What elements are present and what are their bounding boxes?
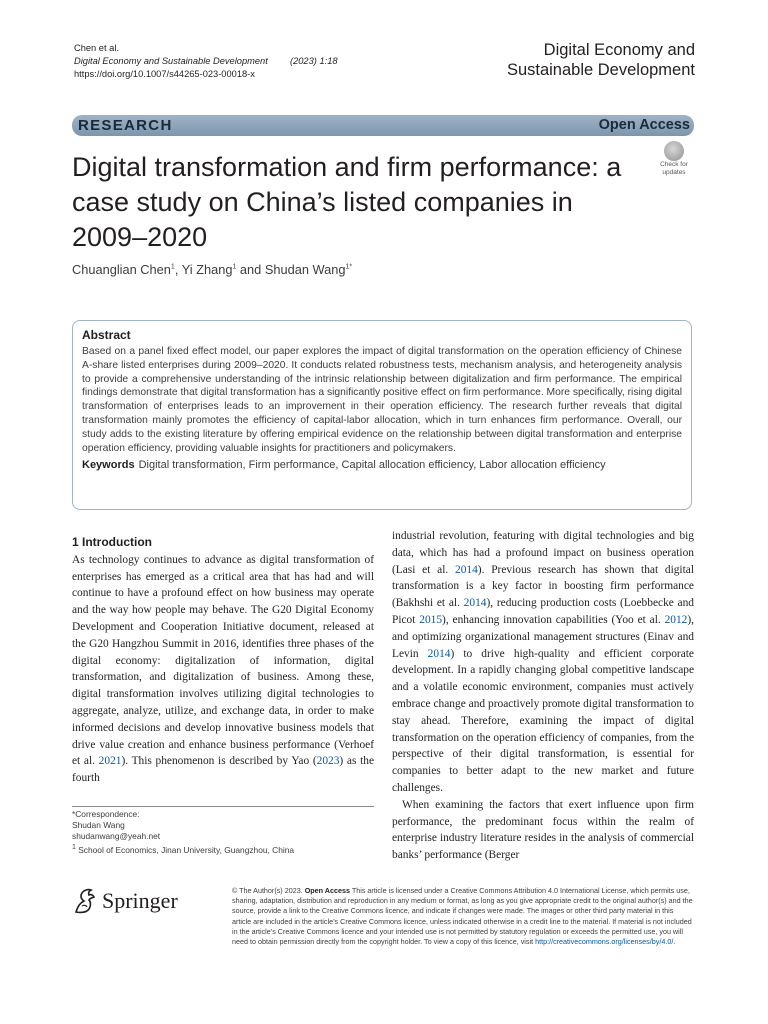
check-for-updates-badge[interactable] <box>655 141 693 179</box>
affiliation <box>72 842 294 856</box>
paragraph-text: ), and optimizing organizational management structures (Einav and Levin <box>392 613 695 660</box>
springer-horse-icon <box>72 886 98 916</box>
license-text: This article is licensed under a Creative Commons Attribution 4.0 International License, which permits use, sharing, adaptation, distribution and reproduction in any medium or format, as long as you give appropriate credit to the original author(s) and the source, provide a link to the Creative Commons licence, and indicate if changes were made. The images or other third party material in this article are included in the article’s Creative Commons licence, unless indicated otherwise in a credit line to the material. If material is not included in the article’s Creative Commons licence and your intended use is not permitted by statutory regulation or exceeds the permitted use, you will need to obtain permission directly from the copyright holder. To view a copy of this licence, visit <box>232 886 693 947</box>
author-name[interactable]: Yi Zhang <box>181 262 233 277</box>
author-separator: and <box>236 262 265 277</box>
keywords <box>82 459 682 471</box>
paragraph-text: ), reducing production costs (Loebbecke and Picot <box>392 597 695 626</box>
citation-link[interactable]: 2015 <box>419 613 443 626</box>
keywords-list: Digital transformation, Firm performance, Capital allocation efficiency, Labor allocation efficiency <box>138 459 606 472</box>
author-list <box>72 262 352 277</box>
author-separator: , <box>174 262 182 277</box>
license-notice <box>232 886 694 947</box>
paragraph-text: As technology continues to advance as digital transformation of enterprises has emerged as a critical area that has had and will continue to have a profound effect on how business may operate and the way how people may behave. The G20 Digital Economy Development and Cooperation Initiative document, released at the G20 Hangzhou Summit in 2016, identifies three phases of the digital economy: digitalization of information, digital transformation, and digitalization of business. Among these, digital transformation involves utilizing digital technologies to aggregate, analyze, utilize, and exchange data, in order to make informed decisions and develop innovative business models that drive value creation and enhance business performance (Verhoef et al. <box>72 553 374 768</box>
article-type-label: RESEARCH <box>78 117 173 134</box>
section-heading: 1 Introduction <box>72 535 152 549</box>
check-updates-text: Check for updates <box>660 161 688 176</box>
keywords-label: Keywords <box>82 459 135 472</box>
affiliation-text: School of Economics, Jinan University, Guangzhou, China <box>78 844 295 855</box>
header-authors: Chen et al. <box>74 43 119 53</box>
body-column-left <box>72 534 374 787</box>
license-link[interactable]: http://creativecommons.org/licenses/by/4.0/ <box>535 937 674 947</box>
journal-title-line-2: Sustainable Development <box>506 61 695 79</box>
author-affiliation: 1 <box>170 263 175 271</box>
paragraph-text: ) to drive high-quality and efficient corporate development. In a rapidly changing global competitive landscape and a volatile economic environment, companies must actively embrace change and proactively promote digital transformation to stay ahead. Therefore, examining the impact of digital transformation on the operation efficiency of companies, from the perspective of their digital transformation, is essential for companies to better adapt to the new market and future challenges. <box>392 647 694 794</box>
abstract-text: Based on a panel fixed effect model, our paper explores the impact of digital transformation on the operation efficiency of Chinese A-share listed enterprises during 2009–2020. It conducts related robustness tests, mechanism analysis, and heterogeneity analysis to provide a comprehensive understanding of the intrinsic relationship between digitalization and firm performance. The empirical findings demonstrate that digital transformation has a significantly positive effect on firm performance. More specifically, rising digital transformation of enterprises leads to an improvement in their operation efficiency. The research further reveals that digital transformation mainly promotes the efficiency of capital-labor allocation, which in turn enhances firm performance. Overall, our study adds to the existing literature by offering empirical evidence on the relationship between digital transformation and enterprise operation efficiency, providing valuable insights for practitioners and policymakers. <box>82 346 682 454</box>
footnotes <box>72 809 294 856</box>
citation-link[interactable]: 2021 <box>98 755 122 768</box>
header-journal: Digital Economy and Sustainable Development <box>74 56 268 66</box>
abstract-box <box>72 320 692 510</box>
correspondence-name: Shudan Wang <box>72 820 125 830</box>
paragraph-text: ). This phenomenon is described by Yao ( <box>121 755 317 768</box>
header-doi[interactable]: https://doi.org/10.1007/s44265-023-00018-x <box>74 69 255 79</box>
license-prefix: © The Author(s) 2023. <box>232 886 303 895</box>
paragraph-text: ). Previous research has shown that digital transformation is a key factor in boosting firm performance (Bakhshi et al. <box>392 563 694 610</box>
citation-link[interactable]: 2014 <box>427 647 451 660</box>
abstract-heading: Abstract <box>82 328 131 342</box>
affiliation-mark: 1 <box>72 844 76 851</box>
paragraph <box>392 528 694 797</box>
body-column-right <box>392 528 694 864</box>
header-volume: (2023) 1:18 <box>290 56 338 66</box>
license-suffix: . <box>673 937 676 947</box>
correspondence-label: *Correspondence: <box>72 809 140 819</box>
paragraph-text: industrial revolution, featuring with digital technologies and big data, which has had a profound impact on business operation (Lasi et al. <box>392 530 694 576</box>
paragraph: When examining the factors that exert influence upon firm performance, the predominant focus within the realm of enterprise industry literature resides in the analysis of commercial banks’ performance (Berger <box>392 798 694 862</box>
citation-link[interactable]: 2014 <box>463 597 487 610</box>
citation-link[interactable]: 2012 <box>664 613 688 626</box>
paragraph <box>72 552 374 787</box>
author-name[interactable]: Chuanglian Chen <box>72 262 171 277</box>
check-updates-icon <box>664 141 684 161</box>
correspondence-email[interactable]: shudanwang@yeah.net <box>72 831 161 841</box>
paragraph-text: ) as the fourth <box>72 755 374 785</box>
author-name[interactable]: Shudan Wang <box>264 262 346 277</box>
license-open-access: Open Access <box>304 886 350 895</box>
journal-title-line-1: Digital Economy and <box>543 41 695 59</box>
citation-link[interactable]: 2023 <box>316 755 340 768</box>
open-access-label: Open Access <box>598 117 690 133</box>
journal-title <box>507 40 695 80</box>
citation-link[interactable]: 2014 <box>455 563 478 576</box>
author-affiliation: 1 <box>232 263 237 271</box>
footnote-divider <box>72 806 374 807</box>
running-header <box>74 42 338 81</box>
paragraph-text: ), enhancing innovation capabilities (Yoo et al. <box>442 613 665 626</box>
publisher-name: Springer <box>102 888 178 913</box>
article-title: Digital transformation and firm performance: a case study on China’s listed companies in 2009–2020 <box>72 152 622 252</box>
author-affiliation: 1* <box>345 263 353 271</box>
